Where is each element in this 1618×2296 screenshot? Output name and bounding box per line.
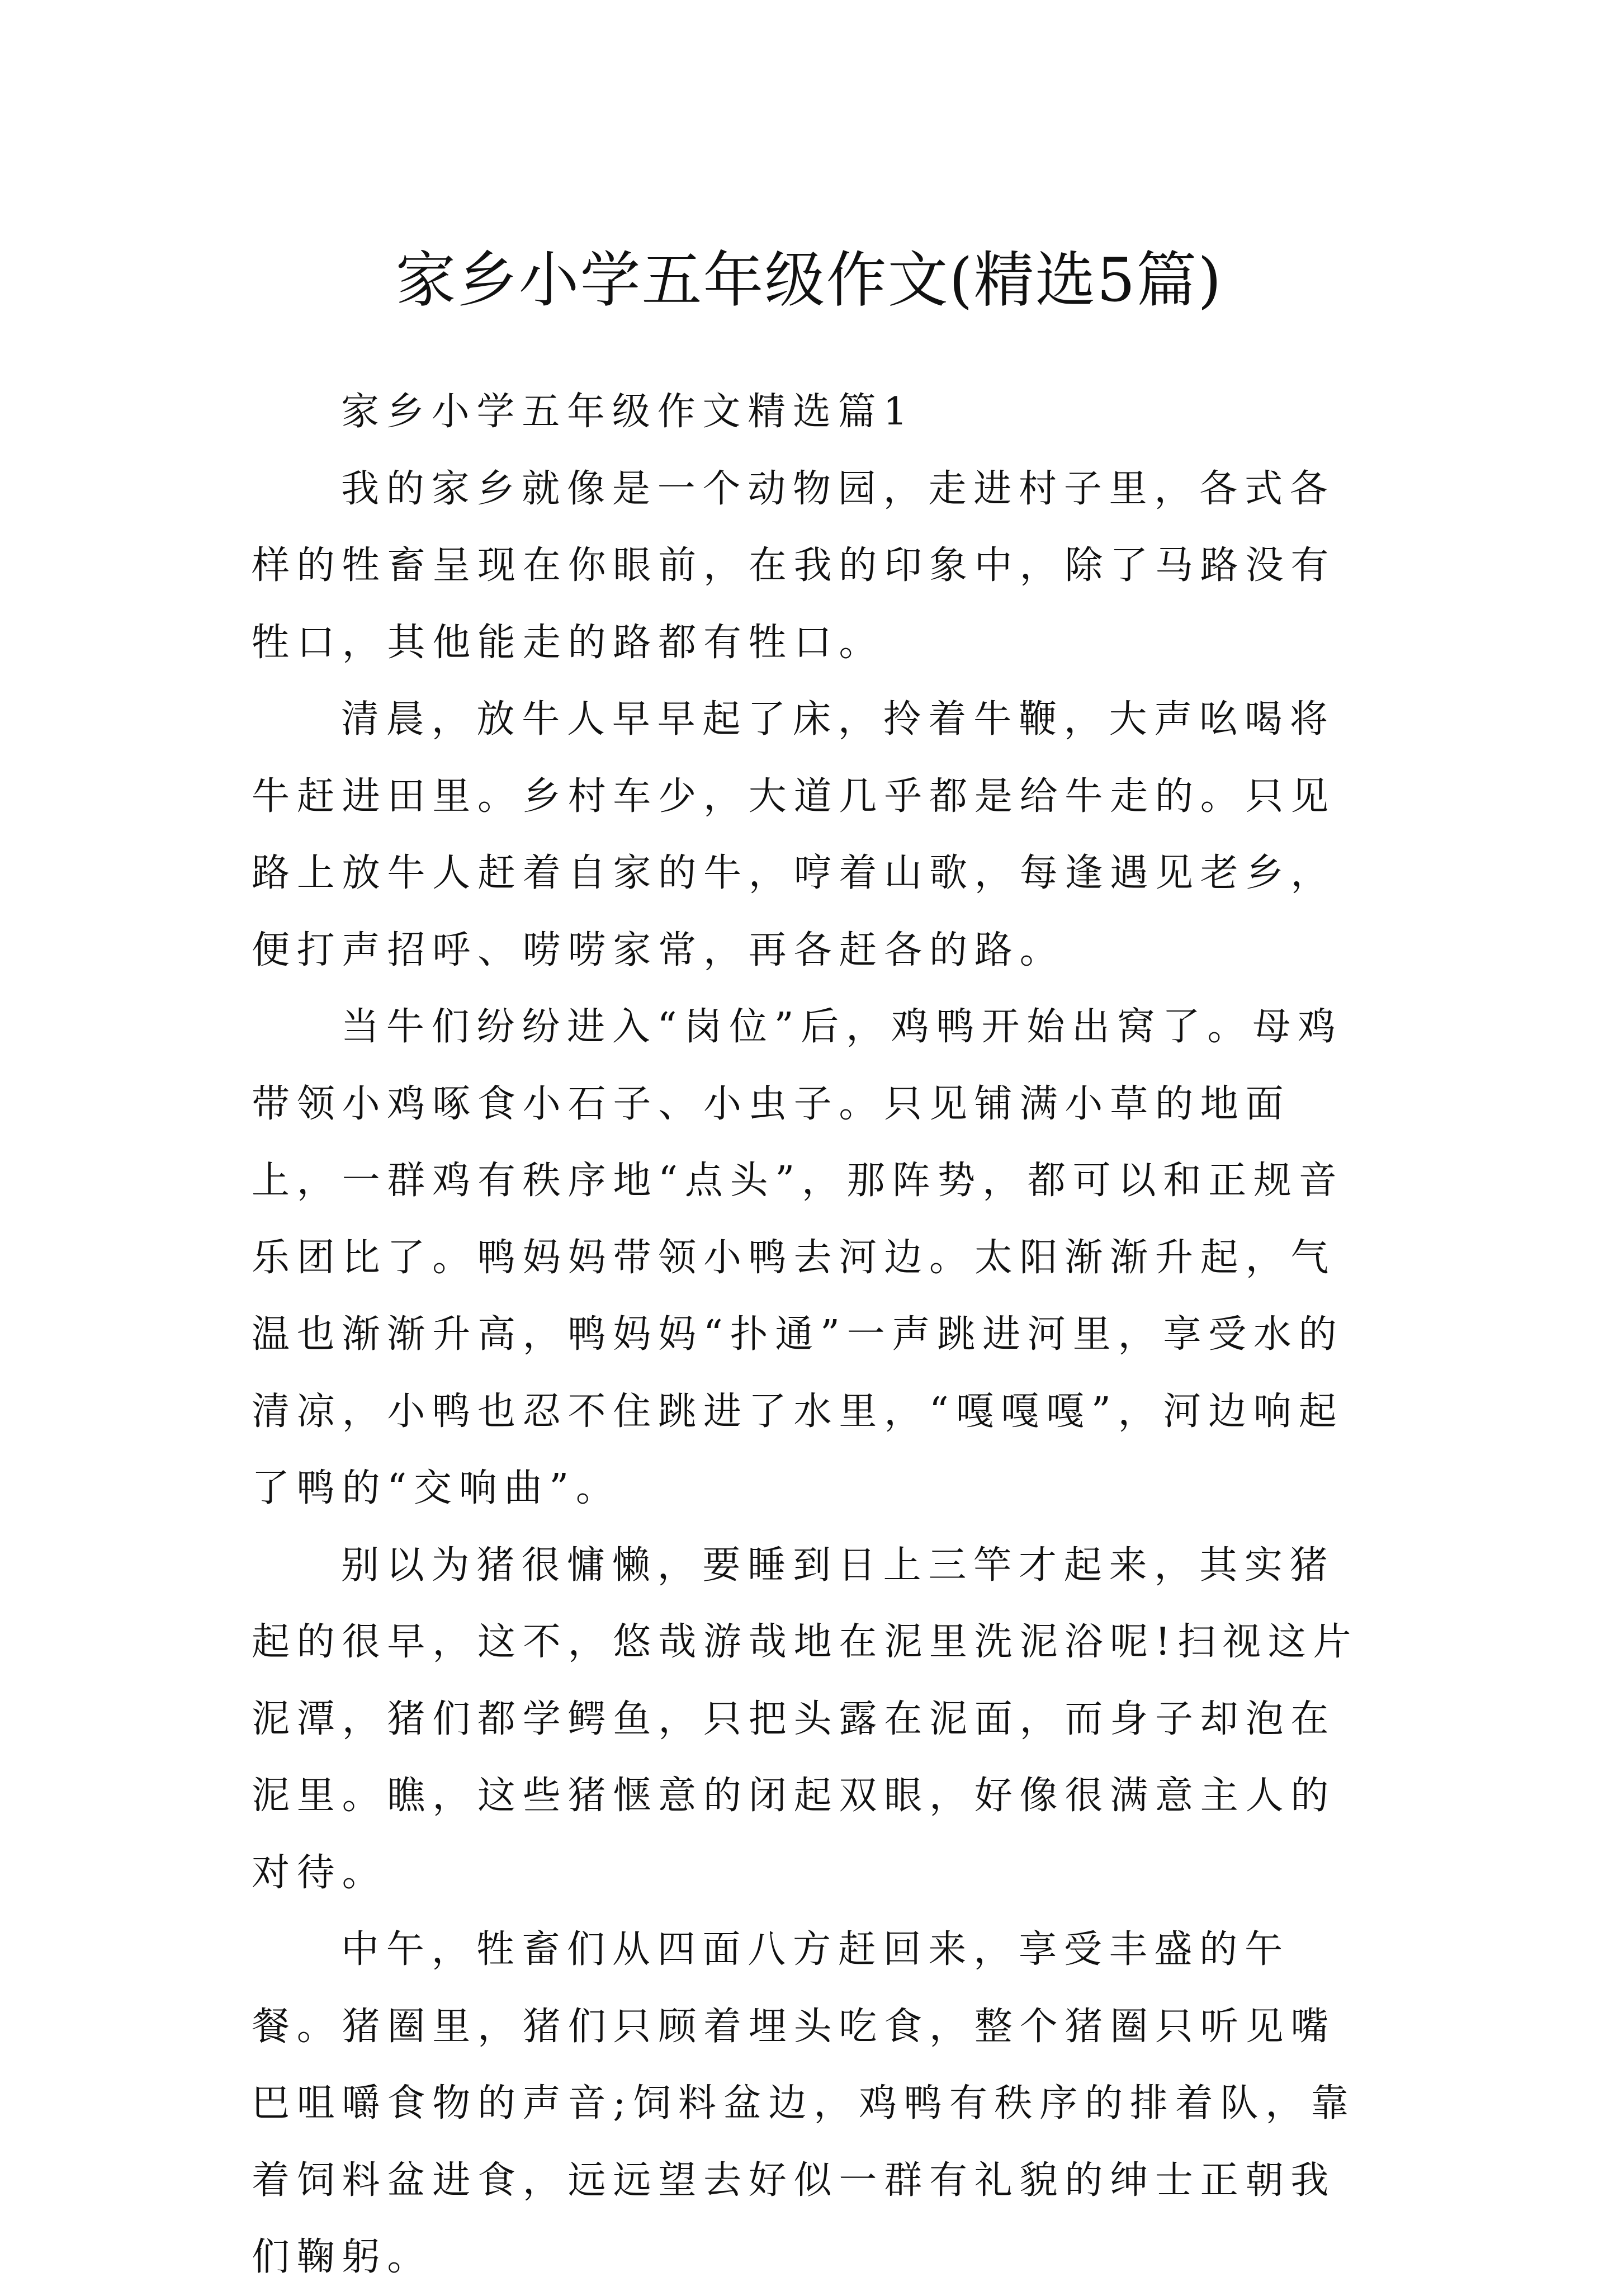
document-body	[252, 374, 1370, 2296]
document-title: 家乡小学五年级作文(精选5篇)	[395, 245, 1223, 316]
paragraph: 我的家乡就像是一个动物园，走进村子里，各式各样的牲畜呈现在你眼前，在我的印象中，除了马路没有牲口，其他能走的路都有牲口。	[252, 466, 1336, 665]
section-heading: 家乡小学五年级作文精选篇1	[341, 390, 915, 434]
paragraph: 清晨，放牛人早早起了床，拎着牛鞭，大声吆喝将牛赶进田里。乡村车少，大道几乎都是给牛走的。只见路上放牛人赶着自家的牛，哼着山歌，每逢遇见老乡，便打声招呼、唠唠家常，再各赶各的路。	[252, 697, 1336, 972]
paragraph: 中午，牲畜们从四面八方赶回来，享受丰盛的午餐。猪圈里，猪们只顾着埋头吃食，整个猪圈只听见嘴巴咀嚼食物的声音;饲料盆边，鸡鸭有秩序的排着队，靠着饲料盆进食，远远望去好似一群有礼貌的绅士正朝我们鞠躬。	[252, 1927, 1356, 2279]
paragraph: 当牛们纷纷进入“岗位”后，鸡鸭开始出窝了。母鸡带领小鸡啄食小石子、小虫子。只见铺满小草的地面上，一群鸡有秩序地“点头”，那阵势，都可以和正规音乐团比了。鸭妈妈带领小鸭去河边。太阳渐渐升起，气温也渐渐升高，鸭妈妈“扑通”一声跳进河里，享受水的清凉，小鸭也忍不住跳进了水里，“嘎嘎嘎”，河边响起了鸭的“交响曲”。	[252, 1005, 1344, 1510]
paragraph: 别以为猪很慵懒，要睡到日上三竿才起来，其实猪起的很早，这不，悠哉游哉地在泥里洗泥浴呢!扫视这片泥潭，猪们都学鳄鱼，只把头露在泥面，而身子却泡在泥里。瞧，这些猪惬意的闭起双眼，好像很满意主人的对待。	[252, 1543, 1359, 1895]
